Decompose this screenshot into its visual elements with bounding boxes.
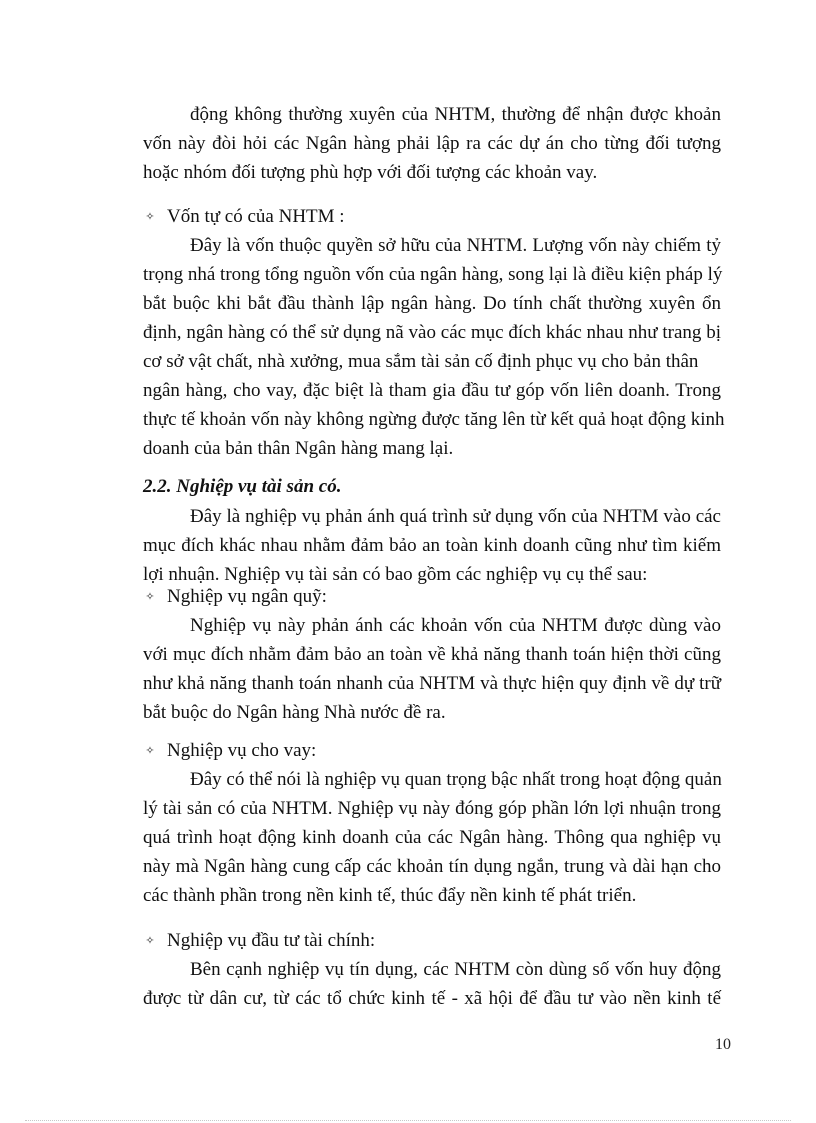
text-line: thực tế khoản vốn này không ngừng được tăng lên từ kết quả hoạt động kinh [143, 409, 725, 430]
bullet-heading [143, 926, 721, 955]
text-line: động không thường xuyên của NHTM, thường để nhận được khoản [190, 104, 721, 125]
four-pointed-star-icon: ✧ [145, 933, 155, 947]
text-line: Đây là nghiệp vụ phản ánh quá trình sử dụng vốn của NHTM vào các [190, 506, 721, 527]
bullet-heading [143, 582, 721, 611]
section-title: Nghiệp vụ cho vay: [167, 740, 317, 761]
text-line: lý tài sản có của NHTM. Nghiệp vụ này đóng góp phần lớn lợi nhuận trong [143, 798, 721, 819]
text-line: định, ngân hàng có thể sử dụng nã vào các mục đích khác nhau như trang bị [143, 322, 721, 343]
page-number: 10 [715, 1036, 731, 1053]
text-line: như khả năng thanh toán nhanh của NHTM và thực hiện quy định về dự trữ [143, 673, 721, 694]
text-line: cơ sở vật chất, nhà xưởng, mua sắm tài sản cố định phục vụ cho bản thân [143, 351, 699, 372]
four-pointed-star-icon: ✧ [145, 209, 155, 223]
text-line: ngân hàng, cho vay, đặc biệt là tham gia đầu tư góp vốn liên doanh. Trong [143, 380, 721, 401]
four-pointed-star-icon: ✧ [145, 589, 155, 603]
text-line: doanh của bản thân Ngân hàng mang lại. [143, 438, 454, 459]
text-line: được từ dân cư, từ các tổ chức kinh tế - xã hội để đầu tư vào nền kinh tế [143, 988, 721, 1009]
text-line: trọng nhá trong tổng nguồn vốn của ngân hàng, song lại là điều kiện pháp lý [143, 264, 723, 285]
bullet-heading [143, 202, 721, 231]
four-pointed-star-icon: ✧ [145, 743, 155, 757]
section-title: Nghiệp vụ ngân quỹ: [167, 586, 327, 607]
text-line: quá trình hoạt động kinh doanh của các Ngân hàng. Thông qua nghiệp vụ [143, 827, 721, 848]
section-von-tu-co [143, 202, 725, 463]
section-dau-tu [143, 926, 721, 1013]
intro-paragraph [143, 100, 721, 187]
text-line: mục đích khác nhau nhằm đảm bảo an toàn kinh doanh cũng như tìm kiếm [143, 535, 721, 556]
text-line: với mục đích nhằm đảm bảo an toàn về khả năng thanh toán hiện thời cũng [143, 644, 721, 665]
section-ngan-quy [143, 582, 721, 727]
text-line: vốn này đòi hỏi các Ngân hàng phải lập ra các dự án cho từng đối tượng [143, 133, 721, 154]
section-heading: 2.2. Nghiệp vụ tài sản có. [143, 476, 342, 497]
text-line: bắt buộc do Ngân hàng Nhà nước đề ra. [143, 702, 446, 723]
page-bottom-divider [25, 1120, 791, 1121]
text-line: Bên cạnh nghiệp vụ tín dụng, các NHTM còn dùng số vốn huy động [190, 959, 721, 980]
section-cho-vay [143, 736, 721, 910]
text-line: hoặc nhóm đối tượng phù hợp với đối tượng các khoản vay. [143, 162, 598, 183]
bullet-heading [143, 736, 721, 765]
section-title: Vốn tự có của NHTM : [167, 206, 345, 227]
text-line: này mà Ngân hàng cung cấp các khoản tín dụng ngắn, trung và dài hạn cho [143, 856, 721, 877]
text-line: Đây là vốn thuộc quyền sở hữu của NHTM. Lượng vốn này chiếm tỷ [190, 235, 721, 256]
text-line: bắt buộc khi bắt đầu thành lập ngân hàng. Do tính chất thường xuyên ổn [143, 293, 721, 314]
section-2-2-body [143, 502, 721, 589]
text-line: các thành phần trong nền kinh tế, thúc đẩy nền kinh tế phát triển. [143, 885, 637, 906]
text-line: Đây có thể nói là nghiệp vụ quan trọng bậc nhất trong hoạt động quản [190, 769, 722, 790]
text-line: lợi nhuận. Nghiệp vụ tài sản có bao gồm các nghiệp vụ cụ thể sau: [143, 564, 648, 585]
section-title: Nghiệp vụ đầu tư tài chính: [167, 930, 376, 951]
section-2-2 [143, 472, 721, 501]
text-line: Nghiệp vụ này phản ánh các khoản vốn của NHTM được dùng vào [190, 615, 721, 636]
